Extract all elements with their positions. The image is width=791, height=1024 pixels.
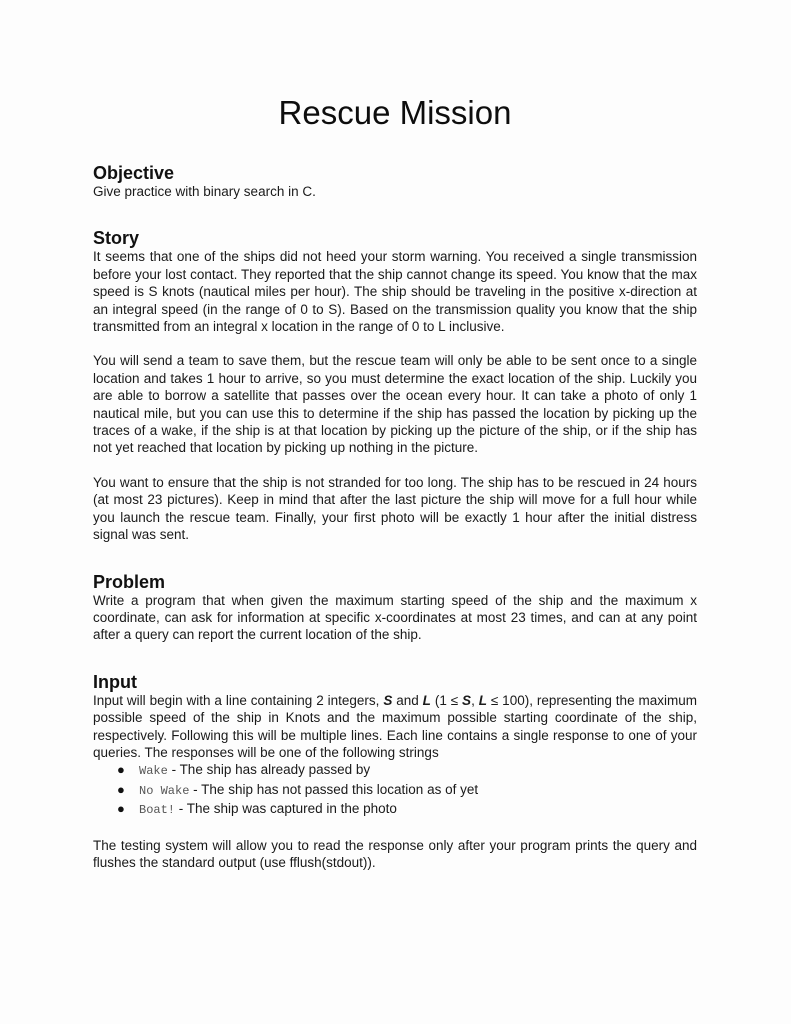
list-item bbox=[113, 781, 697, 800]
input-text-a: Input will begin with a line containing 2 integers, bbox=[93, 692, 384, 708]
response-list bbox=[93, 761, 697, 819]
input-text-b: (1 ≤ bbox=[430, 692, 463, 708]
input-text-comma: , bbox=[471, 692, 479, 708]
story-heading: Story bbox=[93, 228, 140, 249]
bullet-icon: ● bbox=[117, 762, 125, 778]
objective-heading: Objective bbox=[93, 163, 175, 183]
story-paragraph-1: It seems that one of the ships did not heed your storm warning. You received a single transmission before your lost contact. They reported that the ship cannot change its speed. You know that the max speed is S knots (nautical miles per hour). The ship should be traveling in the positive x-direction at an integral speed (in the range of 0 to S). Based on the transmission quality you know that the ship transmitted from an integral x location in the range of 0 to L inclusive. bbox=[93, 249, 697, 335]
story-paragraph-3: You want to ensure that the ship is not stranded for too long. The ship has to be rescued in 24 hours (at most 23 pictures). Keep in mind that after the last picture the ship will move for a full hour while you launch the rescue team. Finally, your first photo will be exactly 1 hour after the initial distress signal was sent. bbox=[93, 474, 697, 543]
input-paragraph-2: The testing system will allow you to read the response only after your program prints the query and flushes the standard output (use fflush(stdout)). bbox=[93, 837, 697, 870]
bullet-icon: ● bbox=[117, 781, 125, 797]
objective-section bbox=[93, 163, 697, 200]
document-content bbox=[93, 93, 697, 871]
response-code: No Wake bbox=[139, 783, 190, 798]
input-paragraph-1 bbox=[93, 692, 697, 762]
list-item bbox=[113, 761, 697, 780]
story-paragraph-2: You will send a team to save them, but the rescue team will only be able to be sent once to a single location and takes 1 hour to arrive, so you must determine the exact location of the ship. Luckily you are able to borrow a satellite that passes over the ocean every hour. It can take a photo of only 1 nautical mile, but you can use this to determine if the ship has passed the location by picking up the traces of a wake, if the ship is at that location by picking up the picture of the ship, or if the ship has not yet reached that location by picking up nothing in the picture. bbox=[93, 353, 697, 456]
variable-s: S bbox=[383, 692, 393, 708]
variable-l-range: L bbox=[478, 692, 487, 708]
variable-s-range: S bbox=[462, 692, 472, 708]
input-section bbox=[93, 672, 697, 872]
input-text-c: ≤ 100), representing the maximum possible speed of the ship in Knots and the maximum possible starting coordinate of the ship, respectively. Following this will be multiple lines. Each line contains a single response to one of your queries. The responses will be one of the following strings bbox=[93, 692, 697, 760]
list-item bbox=[113, 800, 697, 819]
page-title: Rescue Mission bbox=[278, 94, 512, 131]
problem-text: Write a program that when given the maximum starting speed of the ship and the maximum x coordinate, can ask for information at specific x-coordinates at most 23 times, and can at any point after a query can report the current location of the ship. bbox=[93, 592, 697, 643]
bullet-icon: ● bbox=[117, 801, 125, 817]
response-code: Wake bbox=[139, 764, 168, 779]
response-code: Boat! bbox=[139, 803, 176, 818]
problem-section bbox=[93, 572, 697, 644]
response-description: - The ship was captured in the photo bbox=[175, 801, 397, 817]
variable-l: L bbox=[422, 692, 431, 708]
problem-heading: Problem bbox=[93, 571, 166, 592]
input-text-and: and bbox=[392, 692, 423, 708]
objective-text: Give practice with binary search in C. bbox=[93, 184, 316, 199]
response-description: - The ship has already passed by bbox=[167, 762, 371, 778]
input-heading: Input bbox=[93, 671, 137, 692]
story-section bbox=[93, 228, 697, 543]
response-description: - The ship has not passed this location as of yet bbox=[189, 781, 479, 797]
